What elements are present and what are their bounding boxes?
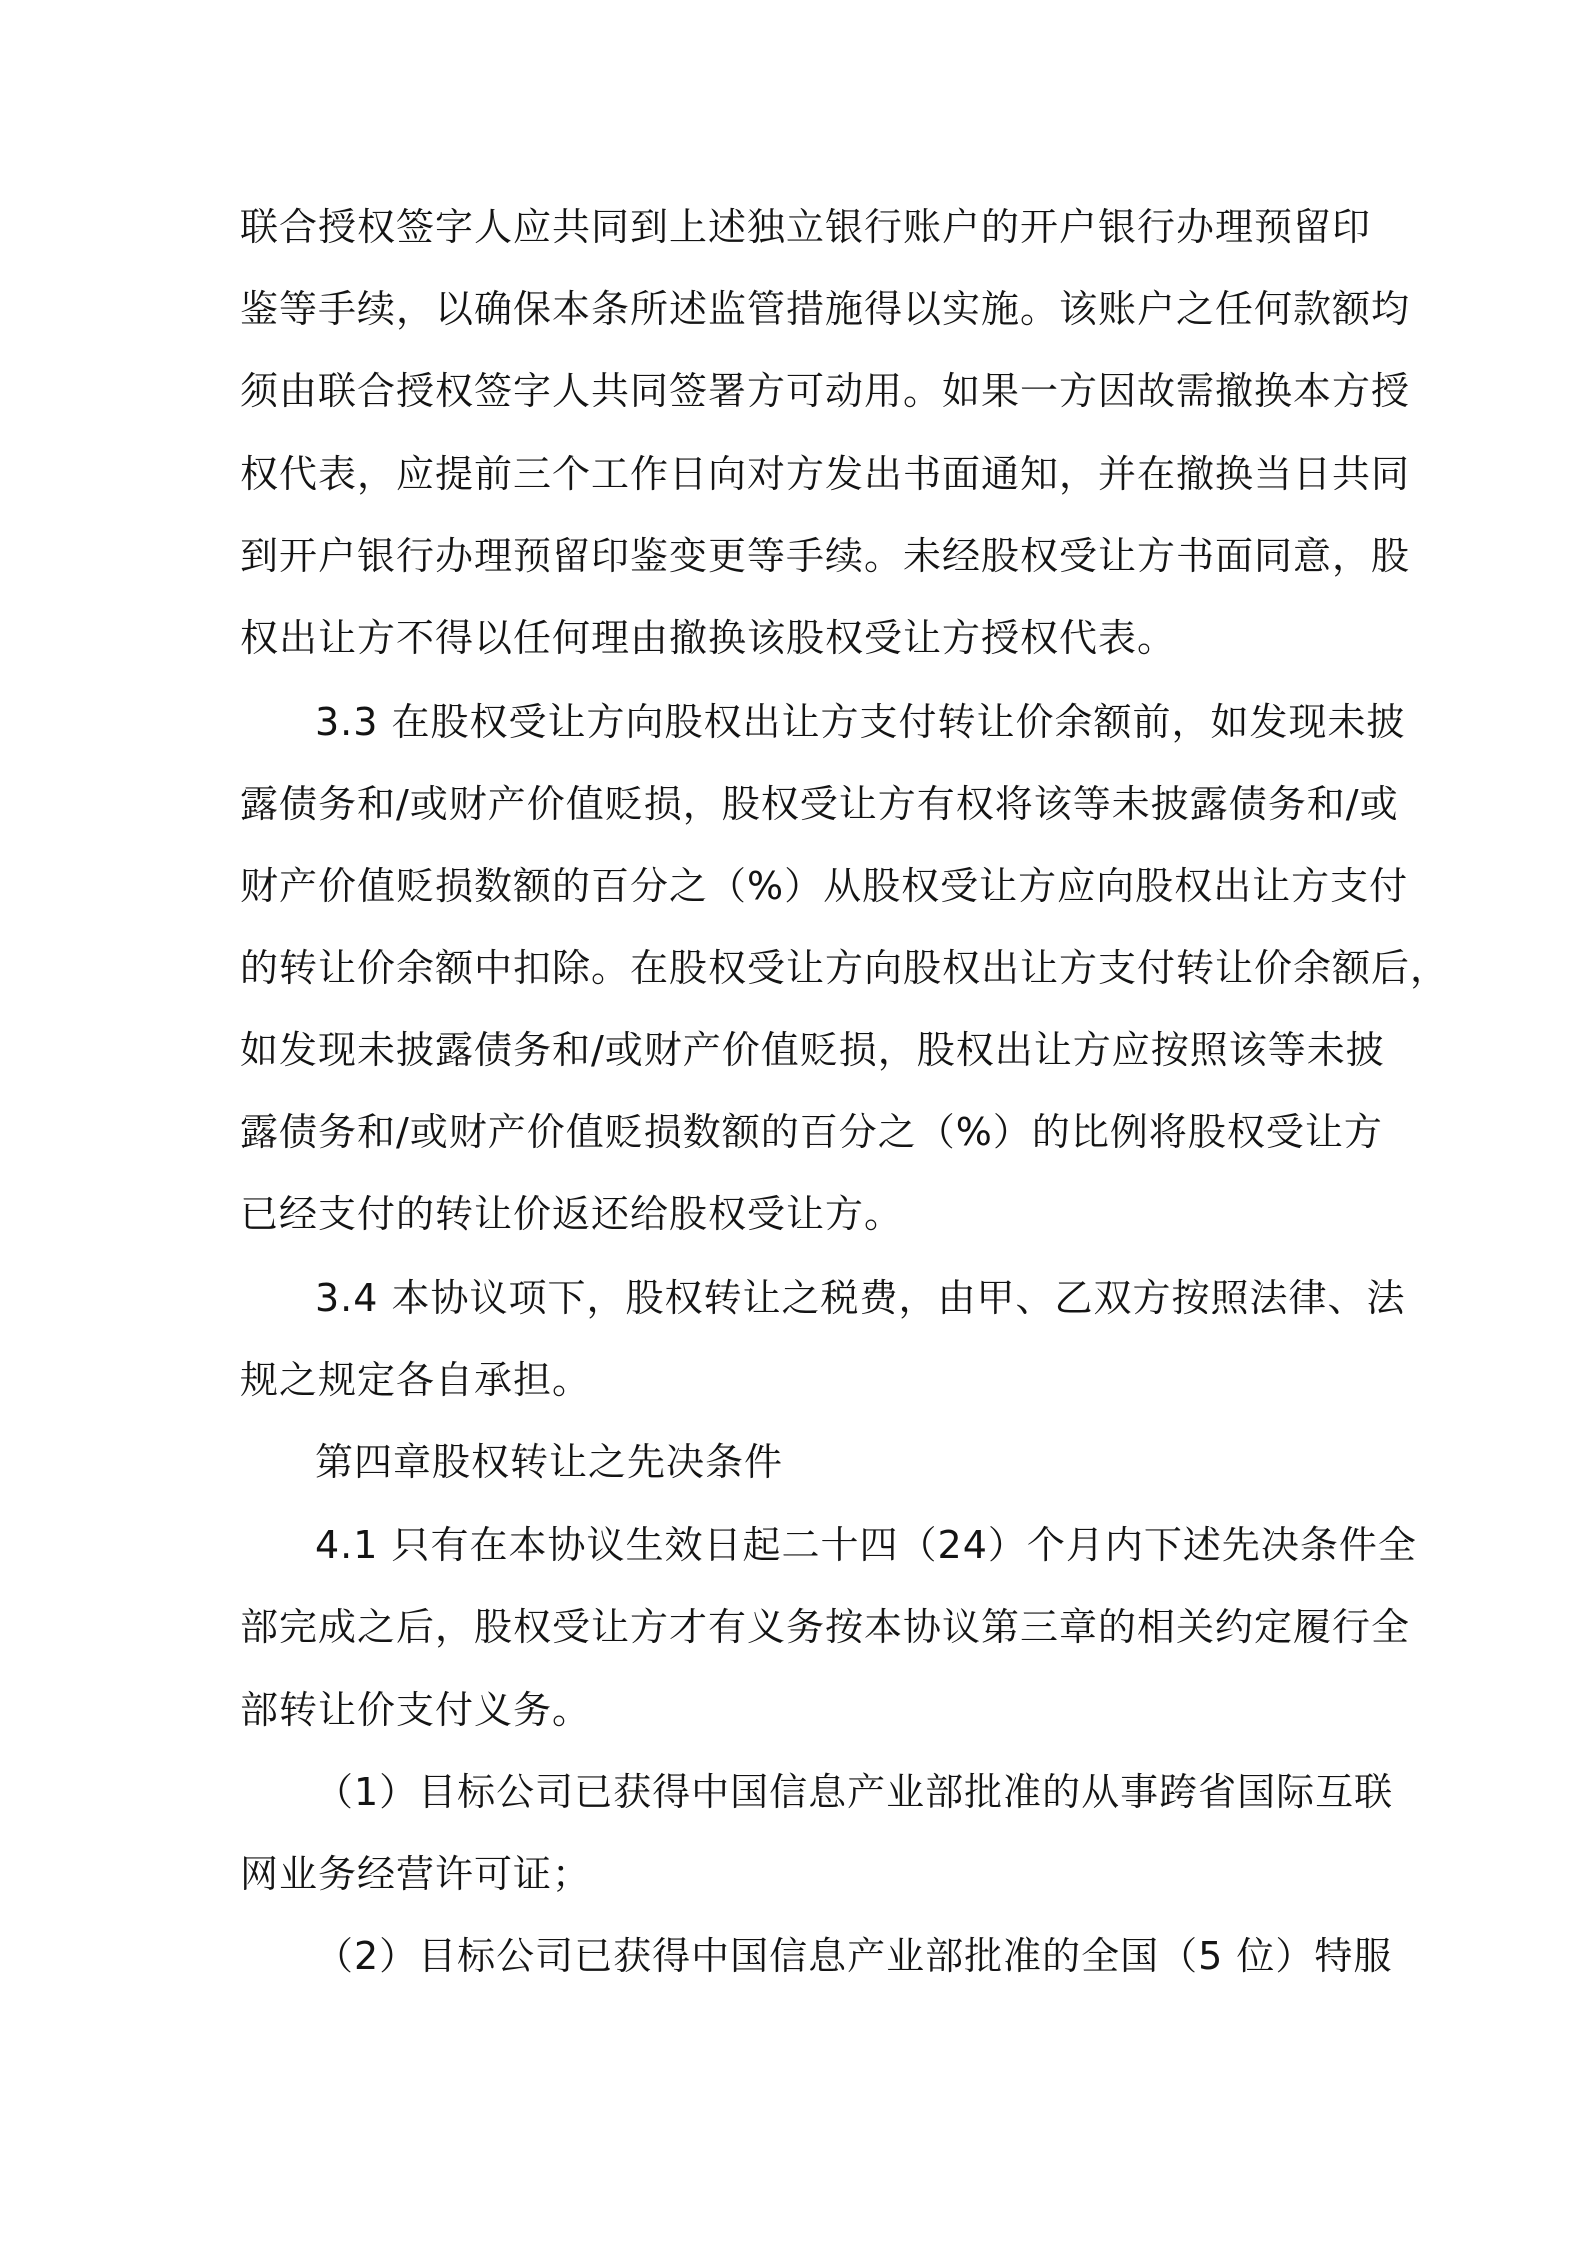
text-line: 到开户银行办理预留印鉴变更等手续。未经股权受让方书面同意，股 [240,534,1411,578]
text-line: 已经支付的转让价返还给股权受让方。 [240,1192,904,1236]
chapter-heading: 第四章股权转让之先决条件 [315,1440,784,1484]
text-line: 的转让价余额中扣除。在股权受让方向股权出让方支付转让价余额后， [240,946,1450,990]
text-line: 部完成之后，股权受让方才有义务按本协议第三章的相关约定履行全 [240,1605,1411,1649]
clause-3-4-line: 3.4 本协议项下，股权转让之税费，由甲、乙双方按照法律、法 [315,1276,1406,1320]
text-line: 部转让价支付义务。 [240,1688,592,1732]
condition-1-line: （1）目标公司已获得中国信息产业部批准的从事跨省国际互联 [315,1770,1394,1814]
text-line: 权出让方不得以任何理由撤换该股权受让方授权代表。 [240,616,1177,660]
text-line: 联合授权签字人应共同到上述独立银行账户的开户银行办理预留印 [240,205,1372,249]
text-line: 权代表，应提前三个工作日向对方发出书面通知，并在撤换当日共同 [240,452,1411,496]
text-line: 财产价值贬损数额的百分之（%）从股权受让方应向股权出让方支付 [240,864,1409,908]
text-line: 网业务经营许可证； [240,1852,592,1896]
text-line: 规之规定各自承担。 [240,1358,592,1402]
text-line: 露债务和/或财产价值贬损数额的百分之（%）的比例将股权受让方 [240,1110,1383,1154]
text-line: 露债务和/或财产价值贬损，股权受让方有权将该等未披露债务和/或 [240,782,1399,826]
text-line: 须由联合授权签字人共同签署方可动用。如果一方因故需撤换本方授 [240,369,1411,413]
condition-2-line: （2）目标公司已获得中国信息产业部批准的全国（5 位）特服 [315,1934,1393,1978]
clause-3-3-line: 3.3 在股权受让方向股权出让方支付转让价余额前，如发现未披 [315,700,1406,744]
clause-4-1-line: 4.1 只有在本协议生效日起二十四（24）个月内下述先决条件全 [315,1523,1417,1567]
text-line: 如发现未披露债务和/或财产价值贬损，股权出让方应按照该等未披 [240,1028,1385,1072]
text-line: 鉴等手续，以确保本条所述监管措施得以实施。该账户之任何款额均 [240,287,1411,331]
